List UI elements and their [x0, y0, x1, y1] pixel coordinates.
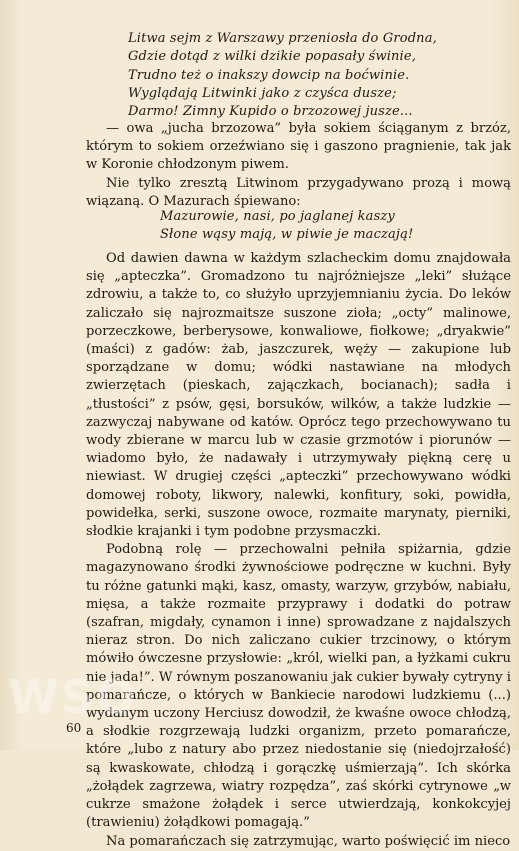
verse-line: Wyglądają Litwinki jako z czyśca dusze; — [128, 85, 397, 101]
paragraph-spizarnia: Podobną rolę — przechowalni pełniła spiżarnia, gdzie magazynowano środki żywnościowe podręczne w kuchni. Były tu różne gatunki mąki, kasz, omasty, warzyw, grzybów, nabiału, mięsa, a także rozmaite przyprawy i dodatki do potraw (szafran, migdały, cynamon i inne) sprowadzane z najdalszych nieraz stron. Do nich zaliczano cukier trzcinowy, o którym mówiło ówczesne przysłowie: „król, wielki pan, a łyżkami cukru nie jada!”. W równym poszanowaniu jak cukier bywały cytryny i pomarańcze, o których w Bankiecie narodowi ludzkiemu (...) wydanym uczony Herciusz dowodził, że kwaśne owoce chłodzą, a słodkie rozgrzewają ludzki organizm, przeto pomarańcze, które „lubo z natury abo przez niedostanie się (niedojrzałość) są kwaskowate, chłodzą i gorączkę uśmierzają”. Ich skórka „żołądek zagrzewa, wiatry rozpędza”, zaś skórki cytrynowe „w cukrze smażone żołądek i serce utwierdzają, konkokcyjej (trawieniu) żołądkowi pomagają.” — [86, 542, 511, 831]
paragraph-pomarancze: Na pomarańczach się zatrzymując, warto poświęcić im nieco — [106, 833, 511, 849]
verse-line: Darmo! Zimny Kupido o brzozowej jusze... — [128, 104, 413, 120]
verse-line: Gdzie dotąd z wilki dzikie popasały świnie, — [128, 49, 416, 65]
verse-line: Litwa sejm z Warszawy przeniosła do Grodna, — [128, 31, 437, 46]
watermark: WSO — [8, 670, 137, 724]
paragraph: Nie tylko zresztą Litwinom przygadywano prozą i mową wiązaną. O Mazurach śpiewano: — [86, 175, 511, 209]
verse-mazurowie — [160, 208, 413, 245]
verse-litwa — [128, 30, 437, 121]
verse-line: Trudno też o inakszy dowcip na boćwinie. — [128, 67, 410, 83]
paragraph-apteczka: Od dawien dawna w każdym szlacheckim domu znajdowała się „apteczka”. Gromadzono tu najróżniejsze „leki” służące zdrowiu, a także to, co służyło uprzyjemnianiu życia. Do leków zaliczało się najrozmaitsze suszone zioła; „octy” malinowe, porzeczkowe, berberysowe, konwaliowe, fiołkowe; „dryakwie” (maści) z gadów: żab, jaszczurek, węży — zakupione lub sporządzane w domu; wódki nastawiane na młodych zwierzętach (pieskach, zajączkach, bocianach); sadła i „tłustości” z psów, gęsi, borsuków, wilków, a także ludzkie — zazwyczaj nabywane od katów. Oprócz tego przechowywano tu wody zbierane w marcu lub w czasie grzmotów i piorunów — wiadomo było, że nadawały i utrzymywały piękną cerę u niewiast. W drugiej części „apteczki” przechowywano wódki domowej roboty, likwory, nalewki, konfitury, soki, powidła, powidełka, serki, suszone owoce, rozmaite marynaty, pierniki, słodkie krajanki i tym podobne przysmaczki. — [86, 251, 511, 540]
verse-line: Słone wąsy mają, w piwie je maczają! — [160, 227, 414, 243]
paragraph: — owa „jucha brzozowa” była sokiem ściąganym z brzóz, którym to sokiem orzeźwiano się i gaszono pragnienie, tak jak w Koronie chłodzonym piwem. — [86, 121, 511, 173]
prose-block-2 — [86, 250, 511, 851]
verse-line: Mazurowie, nasi, po jaglanej kaszy — [160, 209, 395, 224]
prose-block-1 — [86, 120, 511, 211]
page-number: 60 — [66, 721, 82, 735]
